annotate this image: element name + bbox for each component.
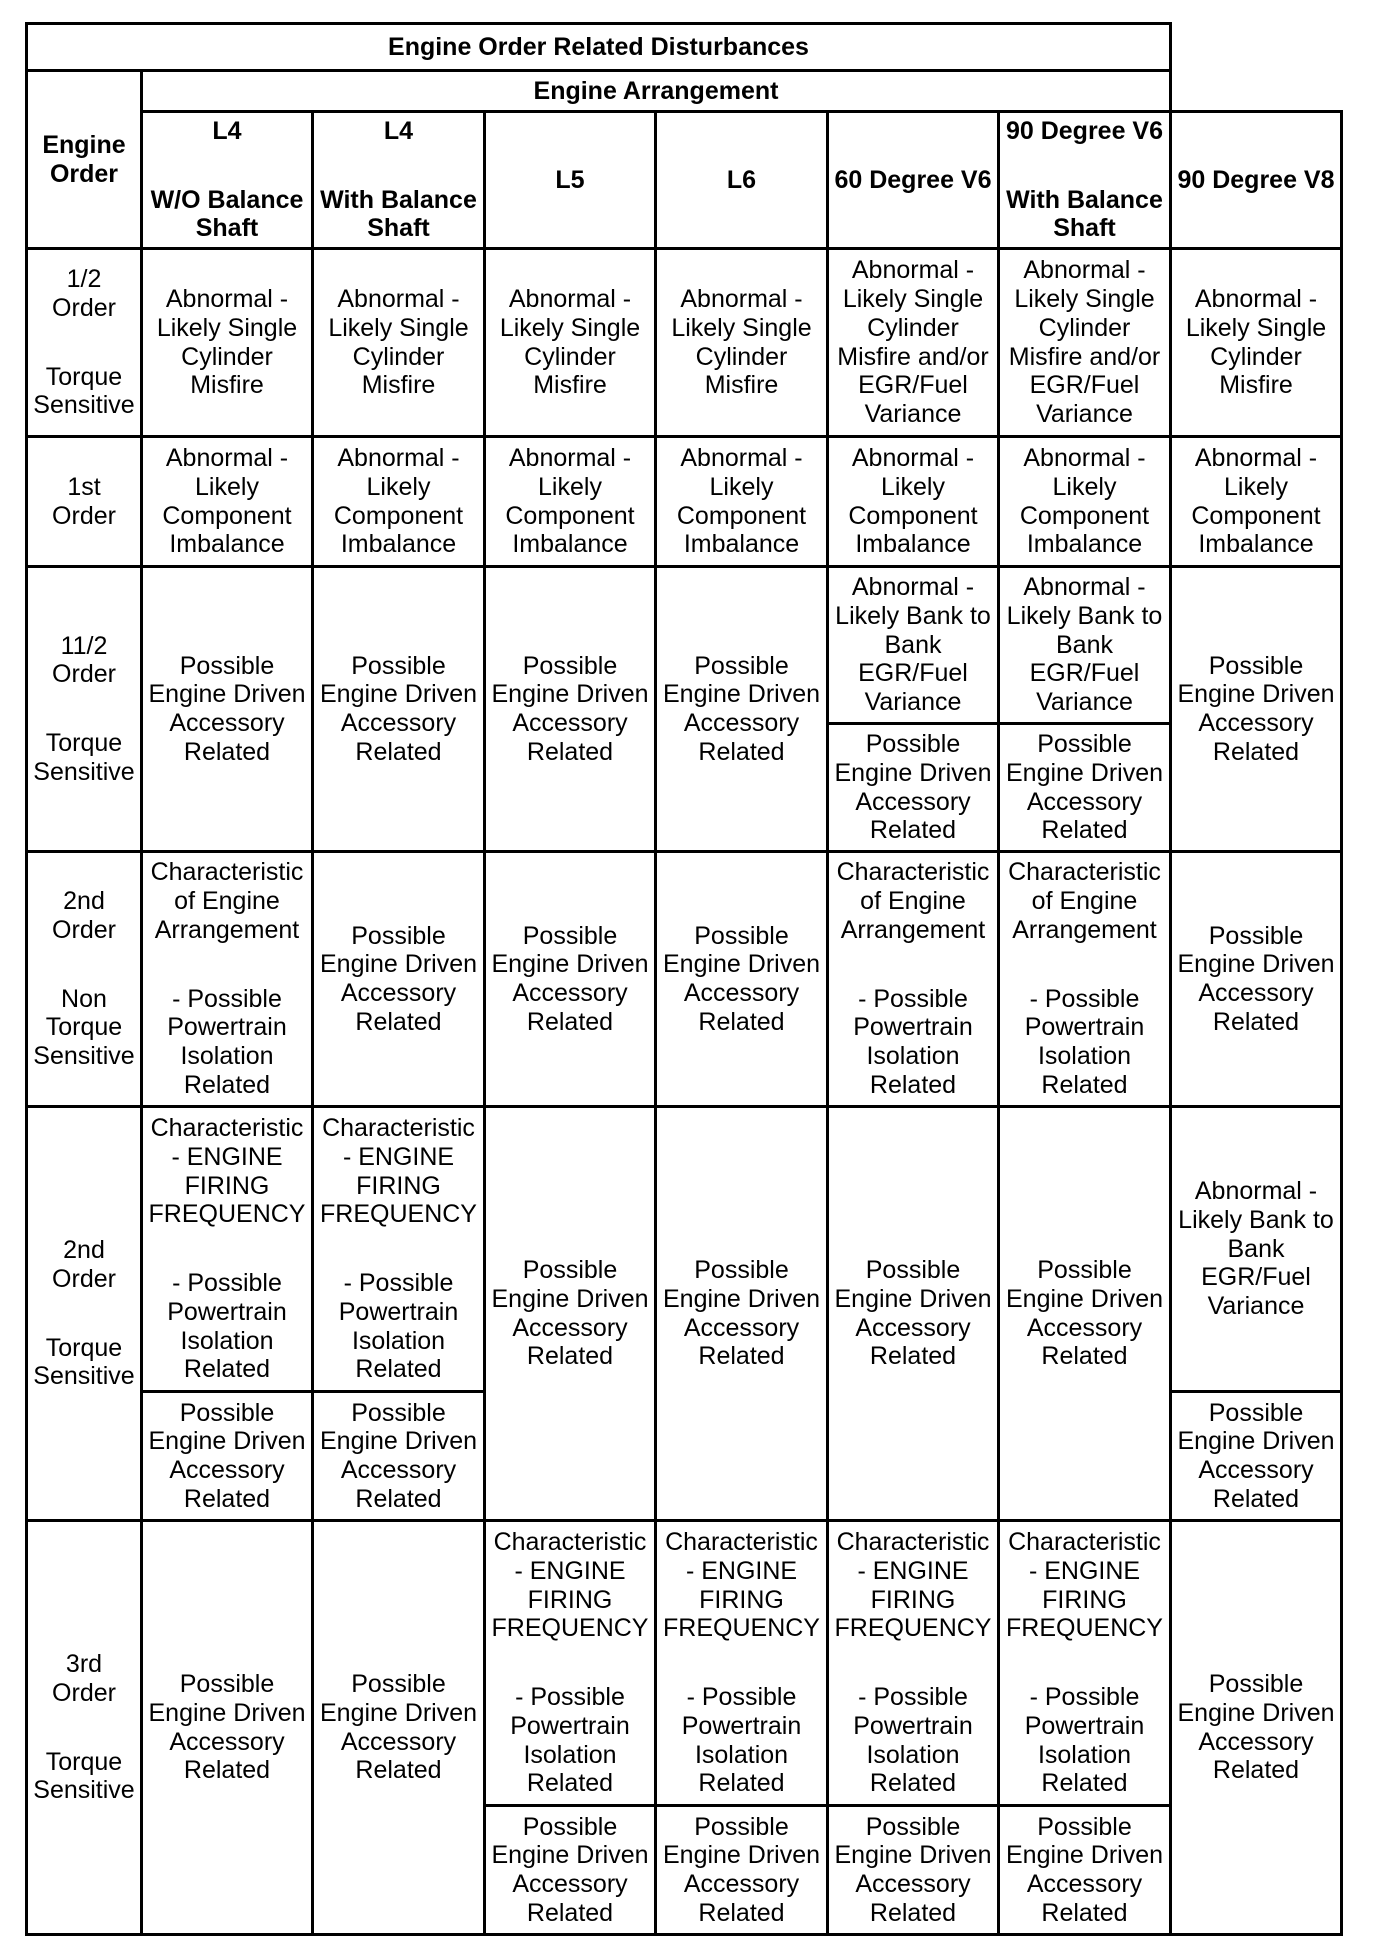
column-engine-variant: W/O Balance Shaft [150,185,304,243]
diagnosis-text: Possible Engine Driven Accessory Related [662,1256,821,1371]
diagnosis-text: Abnormal - Likely Single Cylinder Misfire [328,285,469,400]
cell-second-non-torque-l4-with [311,850,486,1108]
column-engine-variant: With Balance Shaft [1006,185,1163,243]
cell-one-and-half-l5 [483,565,657,853]
diagnosis-text: Possible Engine Driven Accessory Related [491,1812,649,1927]
diagnosis-text: Possible Engine Driven Accessory Related [148,651,306,766]
diagnosis-note: - Possible Powertrain Isolation Related [853,1683,973,1798]
diagnosis-text: Abnormal - Likely Single Cylinder Misfire [156,285,298,400]
engine-arrangement-header-cell [140,69,1172,113]
diagnosis-text: Possible Engine Driven Accessory Related [1177,1398,1335,1513]
column-engine-name: 60 Degree V6 [834,165,992,194]
cell-first-v6-90 [997,435,1172,568]
diagnosis-text: Characteristic - ENGINE FIRING FREQUENCY [491,1528,649,1643]
diagnosis-text: Possible Engine Driven Accessory Related [1177,921,1335,1036]
cell-third-l6-upper [654,1519,829,1807]
column-engine-name: L5 [555,165,585,194]
column-engine-name: L4 [383,116,414,145]
cell-half-l5 [483,247,657,438]
cell-second-torque-v8-upper [1169,1105,1343,1393]
cell-third-v6-60-lower [826,1804,1000,1936]
diagnosis-text: Characteristic of Engine Arrangement [836,858,990,944]
column-header-90-degree-v8 [1169,110,1343,250]
diagnosis-text: Possible Engine Driven Accessory Related [1005,730,1164,845]
torque-sensitivity-label: Torque Sensitive [33,362,135,420]
diagnosis-text: Characteristic - ENGINE FIRING FREQUENCY [834,1528,992,1643]
cell-third-l5-lower [483,1804,657,1936]
diagnosis-text: Abnormal - Likely Single Cylinder Misfire [1185,285,1327,400]
cell-second-torque-v6-90 [997,1105,1172,1522]
diagnosis-text: Possible Engine Driven Accessory Related [662,1812,821,1927]
cell-third-v8 [1169,1519,1343,1936]
cell-third-v6-60-upper [826,1519,1000,1807]
cell-second-torque-l4-with-lower [311,1390,486,1522]
diagnosis-text: Possible Engine Driven Accessory Related [834,730,992,845]
order-label: 2nd Order [52,1236,116,1293]
diagnosis-note: - Possible Powertrain Isolation Related [510,1683,630,1798]
torque-sensitivity-label: Torque Sensitive [33,1333,135,1391]
row-header-second-order-torque [25,1105,143,1522]
order-label: 3rd Order [52,1650,116,1707]
cell-third-v6-90-lower [997,1804,1172,1936]
cell-one-and-half-v6-60-upper [826,565,1000,725]
diagnosis-text: Abnormal - Likely Component Imbalance [848,444,978,559]
column-header-90-degree-v6 [997,110,1172,250]
cell-one-and-half-l4-with [311,565,486,853]
diagnosis-text: Possible Engine Driven Accessory Related [319,1398,478,1513]
order-label: 1st Order [52,472,116,530]
cell-second-non-torque-v8 [1169,850,1343,1108]
diagnosis-text: Abnormal - Likely Component Imbalance [162,444,292,559]
diagnosis-text: Characteristic of Engine Arrangement [150,858,304,944]
cell-half-l4-wo [140,247,314,438]
torque-sensitivity-label: Torque Sensitive [33,1747,135,1805]
column-header-l5 [483,110,657,250]
diagnosis-note: - Possible Powertrain Isolation Related [681,1683,802,1798]
cell-second-non-torque-l4-wo [140,850,314,1108]
cell-third-l6-lower [654,1804,829,1936]
diagnosis-text: Abnormal - Likely Single Cylinder Misfire and/or EGR/Fuel Variance [837,256,989,428]
cell-half-v6-60 [826,247,1000,438]
cell-second-torque-l4-wo-upper [140,1105,314,1393]
table-title: Engine Order Related Disturbances [388,32,809,61]
engine-order-header: Engine Order [42,130,126,188]
cell-second-non-torque-v6-90 [997,850,1172,1108]
diagnosis-text: Abnormal - Likely Component Imbalance [676,444,807,559]
table-title-cell [25,22,1172,72]
column-header-60-degree-v6 [826,110,1000,250]
cell-first-l6 [654,435,829,568]
row-header-one-and-half-order [25,565,143,853]
diagnosis-text: Possible Engine Driven Accessory Related [319,921,478,1036]
cell-second-torque-l5 [483,1105,657,1522]
diagnosis-text: Possible Engine Driven Accessory Related [319,651,478,766]
column-header-l6 [654,110,829,250]
diagnosis-text: Possible Engine Driven Accessory Related [148,1670,306,1785]
column-engine-variant: With Balance Shaft [320,185,477,243]
cell-one-and-half-v6-90-upper [997,565,1172,725]
order-label: 1/2 Order [52,265,116,322]
diagnosis-text: Abnormal - Likely Single Cylinder Misfire [671,285,812,400]
diagnosis-text: Possible Engine Driven Accessory Related [662,651,821,766]
cell-one-and-half-v8 [1169,565,1343,853]
cell-third-l4-with [311,1519,486,1936]
diagnosis-text: Possible Engine Driven Accessory Related [1005,1256,1164,1371]
diagnosis-text: Possible Engine Driven Accessory Related [834,1256,992,1371]
column-engine-name: 90 Degree V8 [1177,165,1335,194]
diagnosis-text: Possible Engine Driven Accessory Related [491,921,649,1036]
cell-one-and-half-v6-60-lower [826,722,1000,853]
diagnosis-text: Abnormal - Likely Single Cylinder Misfire and/or EGR/Fuel Variance [1008,256,1161,428]
diagnosis-text: Characteristic of Engine Arrangement [1008,858,1161,944]
diagnosis-text: Abnormal - Likely Component Imbalance [1019,444,1150,559]
cell-half-v8 [1169,247,1343,438]
cell-second-torque-l4-with-upper [311,1105,486,1393]
diagnosis-note: - Possible Powertrain Isolation Related [853,984,973,1099]
column-engine-name: 90 Degree V6 [1005,116,1164,145]
engine-arrangement-header: Engine Arrangement [533,76,779,105]
cell-second-torque-v6-60 [826,1105,1000,1522]
cell-third-l5-upper [483,1519,657,1807]
cell-second-torque-v8-lower [1169,1390,1343,1522]
diagnosis-text: Characteristic - ENGINE FIRING FREQUENCY [148,1114,306,1229]
cell-third-l4-wo [140,1519,314,1936]
diagnosis-text: Abnormal - Likely Component Imbalance [1191,444,1321,559]
diagnosis-text: Possible Engine Driven Accessory Related [1177,1670,1335,1785]
diagnosis-note: - Possible Powertrain Isolation Related [1024,1683,1145,1798]
cell-second-torque-l6 [654,1105,829,1522]
diagnosis-note: - Possible Powertrain Isolation Related [1024,984,1145,1099]
torque-sensitivity-label: Non Torque Sensitive [33,984,135,1071]
cell-second-non-torque-l6 [654,850,829,1108]
column-engine-name: L4 [212,116,242,145]
cell-first-v8 [1169,435,1343,568]
row-header-first-order [25,435,143,568]
cell-second-non-torque-v6-60 [826,850,1000,1108]
diagnosis-text: Abnormal - Likely Single Cylinder Misfire [499,285,641,400]
diagnosis-text: Possible Engine Driven Accessory Related [1177,651,1335,766]
diagnosis-text: Possible Engine Driven Accessory Related [1005,1812,1164,1927]
column-engine-name: L6 [726,165,757,194]
diagnosis-text: Possible Engine Driven Accessory Related [491,1256,649,1371]
cell-one-and-half-v6-90-lower [997,722,1172,853]
diagnosis-text: Abnormal - Likely Bank to Bank EGR/Fuel Variance [1006,573,1163,717]
diagnosis-text: Characteristic - ENGINE FIRING FREQUENCY [1006,1528,1163,1643]
column-header-l4-wo-balance-shaft [140,110,314,250]
engine-order-header-cell [25,69,143,250]
cell-half-l4-with [311,247,486,438]
diagnosis-text: Possible Engine Driven Accessory Related [834,1812,992,1927]
diagnosis-note: - Possible Powertrain Isolation Related [167,1269,287,1384]
column-header-l4-with-balance-shaft [311,110,486,250]
diagnosis-text: Abnormal - Likely Component Imbalance [505,444,635,559]
diagnosis-note: - Possible Powertrain Isolation Related [167,984,287,1099]
cell-half-v6-90 [997,247,1172,438]
cell-second-torque-l4-wo-lower [140,1390,314,1522]
diagnosis-text: Characteristic - ENGINE FIRING FREQUENCY [663,1528,820,1643]
cell-first-v6-60 [826,435,1000,568]
cell-third-v6-90-upper [997,1519,1172,1807]
cell-one-and-half-l6 [654,565,829,853]
order-label: 2nd Order [52,887,116,944]
cell-first-l5 [483,435,657,568]
diagnosis-text: Abnormal - Likely Bank to Bank EGR/Fuel Variance [1178,1177,1334,1321]
order-label: 11/2 Order [52,631,116,689]
row-header-second-order-non-torque [25,850,143,1108]
diagnosis-text: Characteristic - ENGINE FIRING FREQUENCY [320,1114,477,1229]
diagnosis-text: Possible Engine Driven Accessory Related [491,651,649,766]
diagnosis-text: Possible Engine Driven Accessory Related [319,1670,478,1785]
diagnosis-text: Possible Engine Driven Accessory Related [662,921,821,1036]
row-header-half-order [25,247,143,438]
torque-sensitivity-label: Torque Sensitive [33,729,135,786]
cell-second-non-torque-l5 [483,850,657,1108]
cell-one-and-half-l4-wo [140,565,314,853]
row-header-third-order [25,1519,143,1936]
cell-first-l4-with [311,435,486,568]
diagnosis-text: Abnormal - Likely Bank to Bank EGR/Fuel Variance [835,573,991,717]
cell-half-l6 [654,247,829,438]
diagnosis-text: Possible Engine Driven Accessory Related [148,1398,306,1513]
diagnosis-note: - Possible Powertrain Isolation Related [338,1269,459,1384]
diagnosis-text: Abnormal - Likely Component Imbalance [333,444,464,559]
cell-first-l4-wo [140,435,314,568]
